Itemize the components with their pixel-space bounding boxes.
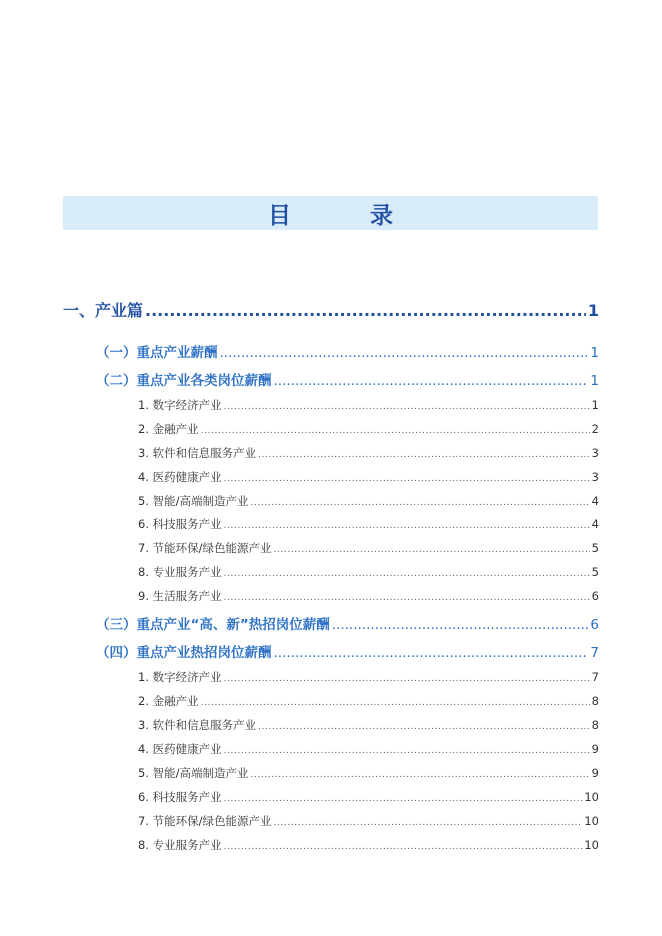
toc-entry[interactable] [138, 421, 599, 437]
toc-title-band [63, 196, 598, 230]
toc-entry-label: 4. 医药健康产业 [138, 470, 222, 484]
toc-entry-page: 9 [591, 742, 599, 756]
toc-leader-dots [224, 402, 590, 412]
toc-leader-dots [224, 569, 590, 579]
toc-entry-label: 6. 科技服务产业 [138, 790, 222, 804]
toc-entry-page: 2 [591, 422, 599, 436]
toc-entry[interactable] [138, 493, 599, 509]
toc-entry[interactable] [138, 564, 599, 580]
toc-entry-label: 3. 软件和信息服务产业 [138, 446, 257, 460]
toc-leader-dots [332, 617, 589, 633]
toc-entry[interactable] [138, 540, 599, 556]
toc-leader-dots [224, 521, 590, 531]
toc-leader-dots [274, 373, 589, 389]
toc-entry-label: 2. 金融产业 [138, 694, 199, 708]
toc-entry[interactable] [138, 789, 599, 805]
toc-entry[interactable] [96, 641, 599, 661]
toc-entry-label: （四）重点产业热招岗位薪酬 [96, 645, 272, 661]
toc-entry[interactable] [96, 369, 599, 389]
toc-entry[interactable] [138, 813, 599, 829]
toc-entry-page: 1 [590, 345, 599, 361]
toc-entry-label: （三）重点产业“高、新”热招岗位薪酬 [96, 617, 330, 633]
toc-entry-page: 10 [584, 814, 599, 828]
toc-entry[interactable] [96, 341, 599, 361]
toc-entry-page: 4 [591, 517, 599, 531]
toc-entry-label: 7. 节能环保/绿色能源产业 [138, 541, 272, 555]
toc-entry-page: 7 [590, 645, 599, 661]
toc-entry-page: 5 [591, 541, 599, 555]
toc-entry-page: 10 [584, 790, 599, 804]
toc-leader-dots [201, 698, 590, 708]
toc-entry-page: 8 [591, 694, 599, 708]
toc-entry-label: 6. 科技服务产业 [138, 517, 222, 531]
toc-leader-dots [274, 818, 583, 828]
toc-entry-label: 1. 数字经济产业 [138, 398, 222, 412]
toc-entry[interactable] [138, 516, 599, 532]
toc-entry[interactable] [138, 741, 599, 757]
toc-entry-page: 9 [591, 766, 599, 780]
toc-entry-label: 8. 专业服务产业 [138, 565, 222, 579]
toc-leader-dots [224, 593, 590, 603]
toc-leader-dots [258, 450, 590, 460]
toc-entry-page: 3 [591, 446, 599, 460]
toc-entry[interactable] [138, 837, 599, 853]
toc-leader-dots [258, 722, 590, 732]
toc-entry-label: 7. 节能环保/绿色能源产业 [138, 814, 272, 828]
toc-entry-label: （二）重点产业各类岗位薪酬 [96, 373, 272, 389]
toc-entry-page: 8 [591, 718, 599, 732]
toc-leader-dots [274, 645, 589, 661]
toc-entry[interactable] [138, 717, 599, 733]
toc-entry-page: 1 [587, 301, 599, 320]
toc-entry-page: 1 [590, 373, 599, 389]
toc-entry[interactable] [138, 765, 599, 781]
toc-leader-dots [145, 301, 586, 320]
toc-entry-label: 4. 医药健康产业 [138, 742, 222, 756]
toc-leader-dots [224, 474, 590, 484]
toc-leader-dots [224, 746, 590, 756]
toc-entry-label: 9. 生活服务产业 [138, 589, 222, 603]
toc-leader-dots [224, 794, 583, 804]
toc-entry-page: 3 [591, 470, 599, 484]
toc-entry-label: 8. 专业服务产业 [138, 838, 222, 852]
toc-entry-label: 5. 智能/高端制造产业 [138, 494, 249, 508]
toc-entry-page: 1 [591, 398, 599, 412]
toc-entry[interactable] [138, 693, 599, 709]
toc-leader-dots [220, 345, 589, 361]
toc-entry-page: 7 [591, 670, 599, 684]
toc-entry[interactable] [138, 397, 599, 413]
toc-entry-label: 2. 金融产业 [138, 422, 199, 436]
toc-entry-page: 10 [584, 838, 599, 852]
toc-leader-dots [274, 545, 590, 555]
toc-entry[interactable] [138, 445, 599, 461]
toc-entry-label: 5. 智能/高端制造产业 [138, 766, 249, 780]
toc-leader-dots [251, 498, 590, 508]
toc-entry[interactable] [96, 613, 599, 633]
toc-leader-dots [201, 426, 590, 436]
toc-leader-dots [224, 842, 583, 852]
toc-entry-label: （一）重点产业薪酬 [96, 345, 218, 361]
toc-entry[interactable] [63, 298, 599, 321]
toc-entry-page: 6 [591, 589, 599, 603]
toc-entry-label: 一、产业篇 [63, 301, 144, 320]
toc-title: 目 录 [268, 202, 421, 229]
toc-entry[interactable] [138, 669, 599, 685]
toc-entry[interactable] [138, 588, 599, 604]
toc-entry-label: 3. 软件和信息服务产业 [138, 718, 257, 732]
toc-leader-dots [251, 770, 590, 780]
toc-entry-page: 4 [591, 494, 599, 508]
toc-entry[interactable] [138, 469, 599, 485]
toc-entry-label: 1. 数字经济产业 [138, 670, 222, 684]
toc-leader-dots [224, 674, 590, 684]
toc-entry-page: 6 [590, 617, 599, 633]
toc-entry-page: 5 [591, 565, 599, 579]
